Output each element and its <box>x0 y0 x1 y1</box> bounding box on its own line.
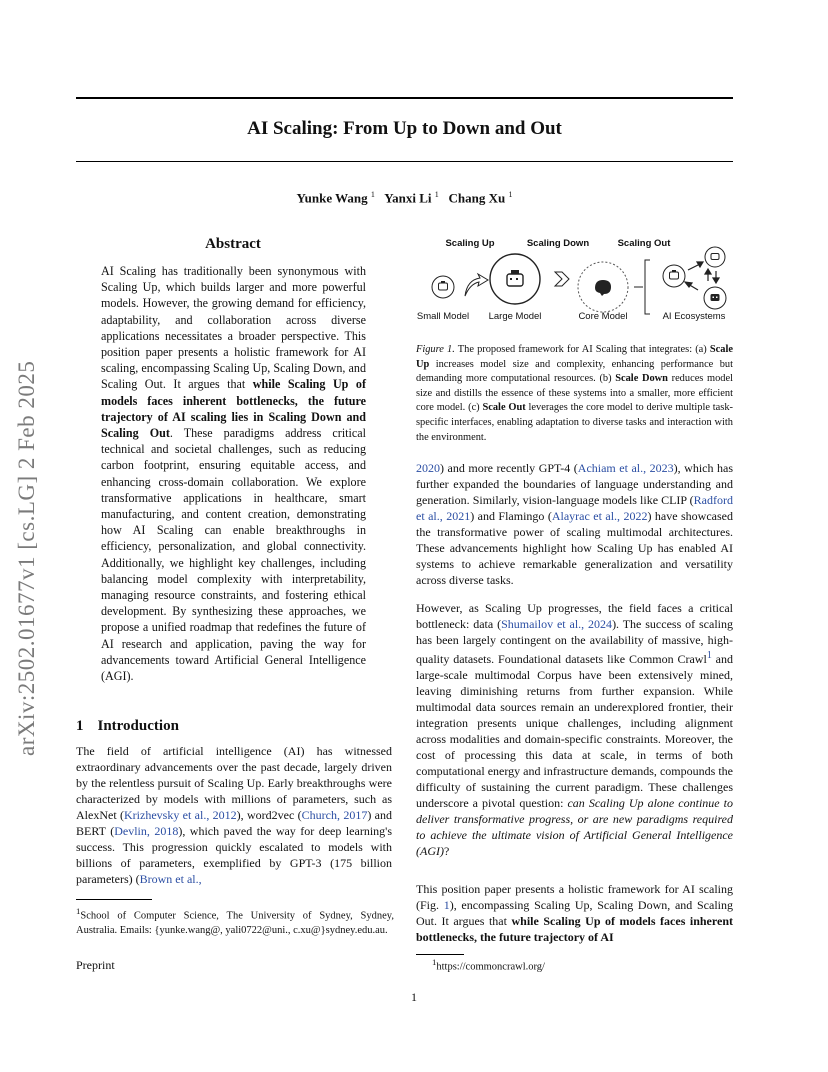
paper-title: AI Scaling: From Up to Down and Out <box>247 118 562 139</box>
citation-link[interactable]: Shumailov et al., 2024 <box>501 617 613 631</box>
caption-label: Figure 1. <box>416 344 455 355</box>
citation-link[interactable]: Church, 2017 <box>301 808 368 822</box>
citation-link[interactable]: Achiam et al., 2023 <box>577 461 674 475</box>
citation-link[interactable]: 2020 <box>416 461 440 475</box>
body-text: This position paper presents a holistic framework for AI scaling (Fig. <box>416 882 733 912</box>
body-text: ? <box>443 844 450 858</box>
caption-text: reduces model size and distills the essence of these systems into a smaller, more efficient core model. (c) <box>416 373 733 414</box>
body-text: ), which paved the way for deep learning's success. This progression quickly escalated to models with billions of parameters, exemplified by GPT-3 (175 billion parameters) ( <box>76 824 392 886</box>
figure-header: Scaling Up <box>445 238 495 249</box>
body-paragraph <box>416 460 733 588</box>
arrow-icon <box>465 274 488 296</box>
figure-caption <box>416 343 733 445</box>
section-title: Introduction <box>97 718 179 734</box>
figure-header: Scaling Down <box>526 238 590 249</box>
large-model-node <box>490 254 540 304</box>
footnote-rule <box>416 954 464 955</box>
caption-text: The proposed framework for AI Scaling that integrates: (a) <box>454 344 710 355</box>
author-name: Yunke Wang <box>296 190 368 206</box>
figure-label: Large Model <box>488 311 542 322</box>
core-model-node <box>578 262 628 312</box>
page-number: 1 <box>411 990 417 1004</box>
footnote-marker: 1 <box>76 906 81 916</box>
body-text: ) and more recently GPT-4 ( <box>440 461 578 475</box>
title-bottom-rule <box>76 161 733 162</box>
body-text: and large-scale multimodal Corpus have been extensively mined, leaving diminishing returns from further expansion. While multimodal data sources remain an underexplored frontier, their integration presents unique challenges, including alignment across modalities and domain-specific constraints. Moreover, the cost of processing this data at scale, in terms of both computational energy and infrastructure demands, compounds the difficulty of sustaining the current paradigm. These challenges underscore a pivotal question: <box>416 652 734 810</box>
citation-link[interactable]: Alayrac et al., 2022 <box>551 509 648 523</box>
citation-link[interactable]: Brown et al., <box>139 872 202 886</box>
body-text: ), encompassing Scaling Up, Scaling Down, and Scaling Out. It argues that <box>416 898 733 928</box>
affiliation-footnote <box>76 904 394 938</box>
footnote-url[interactable]: https://commoncrawl.org/ <box>436 961 545 973</box>
figure-header: Scaling Out <box>617 238 671 249</box>
citation-link[interactable]: Krizhevsky et al., 2012 <box>124 808 237 822</box>
section-number: 1 <box>76 718 84 734</box>
figure-1-diagram <box>412 230 742 330</box>
chevron-right-icon <box>555 272 569 286</box>
caption-bold: Scale Up <box>416 344 733 370</box>
caption-text: leverages the core model to derive multiple task-specific interfaces, enabling adaptation to diverse tasks and interaction with the environment. <box>416 402 733 443</box>
caption-bold: Scale Down <box>615 373 668 385</box>
body-text: ), word2vec ( <box>236 808 302 822</box>
abstract-body <box>101 263 366 684</box>
figure-label: AI Ecosystems <box>662 311 726 322</box>
author-affil: 1 <box>370 190 375 199</box>
body-text: ), which has further expanded the boundaries of language understanding and generation. Similarly, vision-language models like CLIP ( <box>416 461 733 507</box>
ecosystem-center-node <box>663 265 685 287</box>
author-affil: 1 <box>434 190 439 199</box>
figure-label: Core Model <box>578 311 628 322</box>
section-heading <box>76 718 179 735</box>
author-list <box>76 190 733 206</box>
author-name: Chang Xu <box>448 190 506 206</box>
body-paragraph <box>416 881 733 945</box>
title-top-rule <box>76 97 733 99</box>
abstract-text: . These paradigms address critical technical and societal challenges, such as reducing carbon footprint, ensuring equitable access, and enhancing cross-domain collaboration. We explore transformative applications in healthcare, smart manufacturing, and content creation, demonstrating how AI Scaling can enable breakthroughs in efficiency, personalization, and global connectivity. Additionally, we highlight key challenges, including balancing model complexity with interpretability, managing resource constraints, and fostering ethical development. By synthesizing these approaches, we propose a unified roadmap that redefines the future of AI research and application, paving the way for advancements toward Artificial General Intelligence (AGI). <box>101 426 366 684</box>
body-italic: can Scaling Up alone continue to deliver transformative progress, or are new paradigms required to achieve the ultimate vision of Artificial General Intelligence (AGI) <box>416 796 733 858</box>
footnote-marker[interactable]: 1 <box>706 650 712 661</box>
footnote-text: School of Computer Science, The University of Sydney, Sydney, Australia. Emails: {yunke.wang@, yali0722@uni., c.xu@}sydney.edu.au. <box>76 910 394 936</box>
footnote-marker: 1 <box>432 957 437 967</box>
url-footnote <box>432 957 545 973</box>
caption-bold: Scale Out <box>482 402 526 414</box>
citation-link[interactable]: Radford et al., 2021 <box>416 493 733 523</box>
body-text: However, as Scaling Up progresses, the field faces a critical bottleneck: data ( <box>416 601 733 631</box>
citation-link[interactable]: Devlin, 2018 <box>114 824 179 838</box>
body-text: ) and BERT ( <box>76 808 393 838</box>
body-bold: while Scaling Up of models faces inherent bottlenecks, the future trajectory of AI <box>416 914 733 944</box>
caption-text: increases model size and complexity, enhancing performance but demanding more computational resources. (b) <box>416 358 733 385</box>
preprint-label: Preprint <box>76 958 115 972</box>
figure-label: Small Model <box>416 311 470 322</box>
body-text: ). The success of scaling has been largely contingent on the availability of massive, high-quality datasets. Foundational datasets like Common Crawl <box>416 617 734 666</box>
body-text: The field of artificial intelligence (AI) has witnessed extraordinary advancements over the past decade, largely driven by the relentless pursuit of Scaling Up. Early breakthroughs were characterized by models with millions of parameters, such as AlexNet ( <box>76 744 392 822</box>
bracket-shape <box>645 260 650 314</box>
footnote-rule <box>76 899 152 900</box>
arxiv-watermark: arXiv:2502.01677v1 [cs.LG] 2 Feb 2025 <box>14 360 39 756</box>
ecosystem-node <box>704 287 726 309</box>
author-affil: 1 <box>508 190 513 199</box>
body-text: ) and Flamingo ( <box>470 509 552 523</box>
body-text: ) have showcased the transformative power of scaling multimodal architectures. These advancements highlight how Scaling Up has enabled AI systems to achieve remarkable generalization and versatility across diverse tasks. <box>416 509 733 587</box>
small-model-node <box>432 276 454 298</box>
intro-paragraph <box>76 743 392 887</box>
figure-ref-link[interactable]: 1 <box>443 898 450 912</box>
author-name: Yanxi Li <box>384 190 432 206</box>
abstract-bold: while Scaling Up of models faces inherent bottlenecks, the future trajectory of AI scaling lies in Scaling Down and Scaling Out <box>101 377 366 441</box>
body-paragraph <box>416 600 733 859</box>
abstract-text: AI Scaling has traditionally been synonymous with Scaling Up, which builds larger and more powerful models. However, the growing demand for efficiency, adaptability, and collaboration across diverse applications necessitates a broader perspective. This position paper presents a holistic framework for AI scaling, encompassing Scaling Up, Scaling Down, and Scaling Out. It argues that <box>101 264 366 392</box>
abstract-heading: Abstract <box>205 236 261 252</box>
ecosystem-node <box>705 247 725 267</box>
